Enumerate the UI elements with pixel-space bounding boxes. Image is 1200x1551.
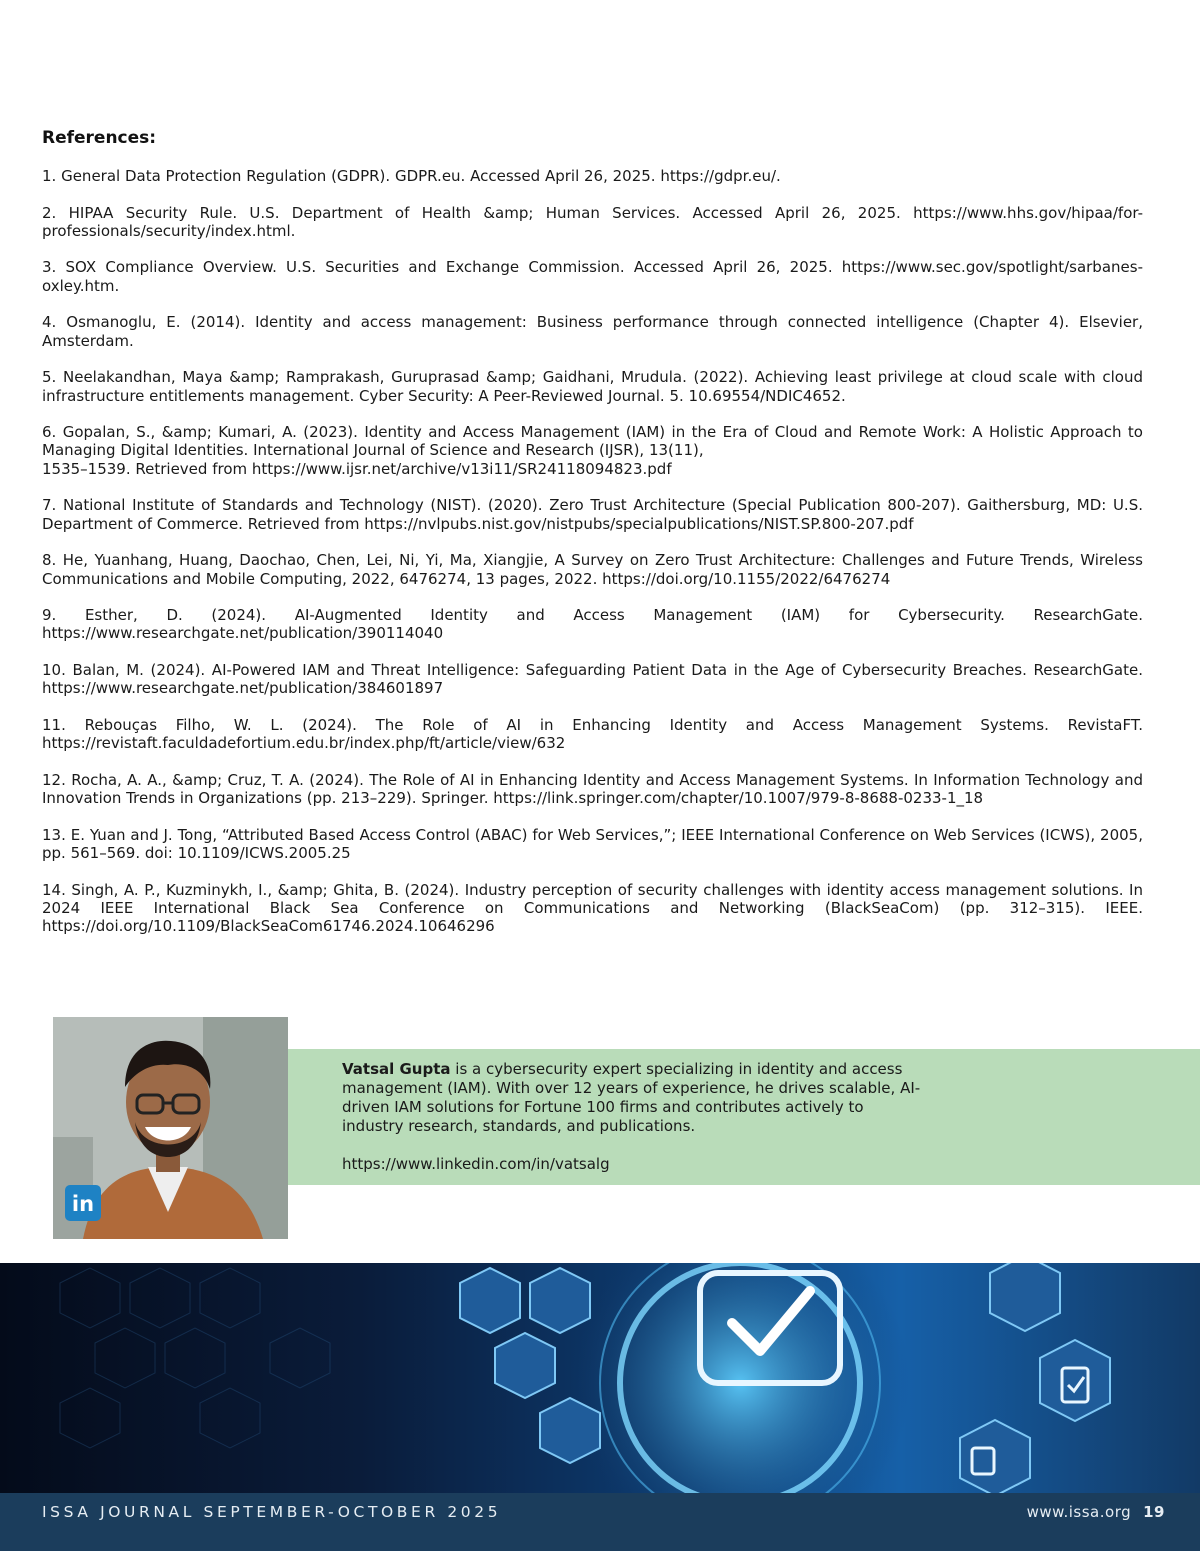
reference-item <box>42 423 1143 478</box>
reference-item <box>42 606 1143 643</box>
reference-text: 9. Esther, D. (2024). AI-Augmented Identity and Access Management (IAM) for Cybersecurity. ResearchGate. https://www.researchgate.net/publication/390114040 <box>42 606 1143 643</box>
page-number: 19 <box>1143 1503 1165 1521</box>
reference-item <box>42 368 1143 405</box>
author-bio <box>342 1060 922 1174</box>
reference-item <box>42 661 1143 698</box>
reference-text-continued: 1535–1539. Retrieved from https://www.ijsr.net/archive/v13i11/SR24118094823.pdf <box>42 459 672 478</box>
author-photo <box>53 1017 288 1239</box>
reference-item <box>42 496 1143 533</box>
reference-text: 8. He, Yuanhang, Huang, Daochao, Chen, Lei, Ni, Yi, Ma, Xiangjie, A Survey on Zero Trust Architecture: Challenges and Future Trends, Wireless Communications and Mobile Computing, 2022, 6476274, 13 pages, 2022. https://doi.org/10.1155/2022/6476274 <box>42 551 1143 588</box>
reference-text: 5. Neelakandhan, Maya &amp; Ramprakash, Guruprasad &amp; Gaidhani, Mrudula. (2022). Achieving least privilege at cloud scale with cloud infrastructure entitlements management. Cyber Security: A Peer-Reviewed Journal. 5. 10.69554/NDIC4652. <box>42 368 1143 405</box>
reference-text: 13. E. Yuan and J. Tong, “Attributed Based Access Control (ABAC) for Web Services,”; IEEE International Conference on Web Services (ICWS), 2005, pp. 561–569. doi: 10.1109/ICWS.2005.25 <box>42 825 1143 862</box>
author-description: is a cybersecurity expert specializing in identity and access management (IAM). With over 12 years of experience, he drives scalable, AI-driven IAM solutions for Fortune 100 firms and contributes actively to industry research, standards, and publications. <box>342 1060 921 1135</box>
reference-text: 14. Singh, A. P., Kuzminykh, I., &amp; Ghita, B. (2024). Industry perception of security challenges with identity access management solutions. In 2024 IEEE International Black Sea Conference on Communications and Networking (BlackSeaCom) (pp. 312–315). IEEE. https://doi.org/10.1109/BlackSeaCom61746.2024.10646296 <box>42 880 1143 936</box>
reference-item <box>42 167 1143 185</box>
reference-text: 3. SOX Compliance Overview. U.S. Securities and Exchange Commission. Accessed April 26, 2025. https://www.sec.gov/spotlight/sarbanes-oxley.htm. <box>42 258 1143 295</box>
reference-item <box>42 881 1143 936</box>
reference-item <box>42 204 1143 241</box>
reference-text: 10. Balan, M. (2024). AI-Powered IAM and Threat Intelligence: Safeguarding Patient Data in the Age of Cybersecurity Breaches. ResearchGate. https://www.researchgate.net/publication/384601897 <box>42 661 1143 698</box>
reference-item <box>42 258 1143 295</box>
page-footer <box>0 1493 1200 1551</box>
reference-item <box>42 771 1143 808</box>
reference-item <box>42 826 1143 863</box>
linkedin-icon[interactable] <box>65 1185 101 1221</box>
reference-text: 1. General Data Protection Regulation (GDPR). GDPR.eu. Accessed April 26, 2025. https://gdpr.eu/. <box>42 167 781 185</box>
reference-text: 2. HIPAA Security Rule. U.S. Department of Health &amp; Human Services. Accessed April 26, 2025. https://www.hhs.gov/hipaa/for-professionals/security/index.html. <box>42 203 1143 240</box>
reference-text: 7. National Institute of Standards and Technology (NIST). (2020). Zero Trust Architecture (Special Publication 800-207). Gaithersburg, MD: U.S. Department of Commerce. Retrieved from https://nvlpubs.nist.gov/nistpubs/specialpublications/NIST.SP.800-207.pdf <box>42 496 1143 533</box>
footer-website-link[interactable]: www.issa.org <box>1026 1503 1132 1521</box>
linkedin-badge-text: in <box>71 1192 95 1216</box>
references-heading: References: <box>42 128 157 148</box>
author-name: Vatsal Gupta <box>342 1060 451 1078</box>
author-linkedin-link[interactable]: https://www.linkedin.com/in/vatsalg <box>342 1155 610 1173</box>
decorative-banner-image <box>0 1263 1200 1493</box>
reference-text: 6. Gopalan, S., &amp; Kumari, A. (2023). Identity and Access Management (IAM) in the Era of Cloud and Remote Work: A Holistic Approach to Managing Digital Identities. International Journal of Science and Research (IJSR), 13(11), <box>42 423 1143 460</box>
references-section <box>42 127 1143 954</box>
footer-journal-title: ISSA JOURNAL SEPTEMBER-OCTOBER 2025 <box>42 1503 502 1521</box>
author-bio-paragraph <box>342 1060 922 1136</box>
reference-item <box>42 716 1143 753</box>
reference-text: 4. Osmanoglu, E. (2014). Identity and access management: Business performance through connected intelligence (Chapter 4). Elsevier, Amsterdam. <box>42 313 1143 350</box>
reference-item <box>42 313 1143 350</box>
reference-text: 12. Rocha, A. A., &amp; Cruz, T. A. (2024). The Role of AI in Enhancing Identity and Access Management Systems. In Information Technology and Innovation Trends in Organizations (pp. 213–229). Springer. https://link.springer.com/chapter/10.1007/979-8-8688-0233-1_18 <box>42 770 1143 808</box>
footer-right <box>1027 1503 1165 1521</box>
iam-illustration <box>0 1263 1200 1493</box>
reference-item <box>42 551 1143 588</box>
reference-text: 11. Rebouças Filho, W. L. (2024). The Role of AI in Enhancing Identity and Access Management Systems. RevistaFT. https://revistaft.faculdadefortium.edu.br/index.php/ft/article/view/632 <box>42 715 1143 753</box>
